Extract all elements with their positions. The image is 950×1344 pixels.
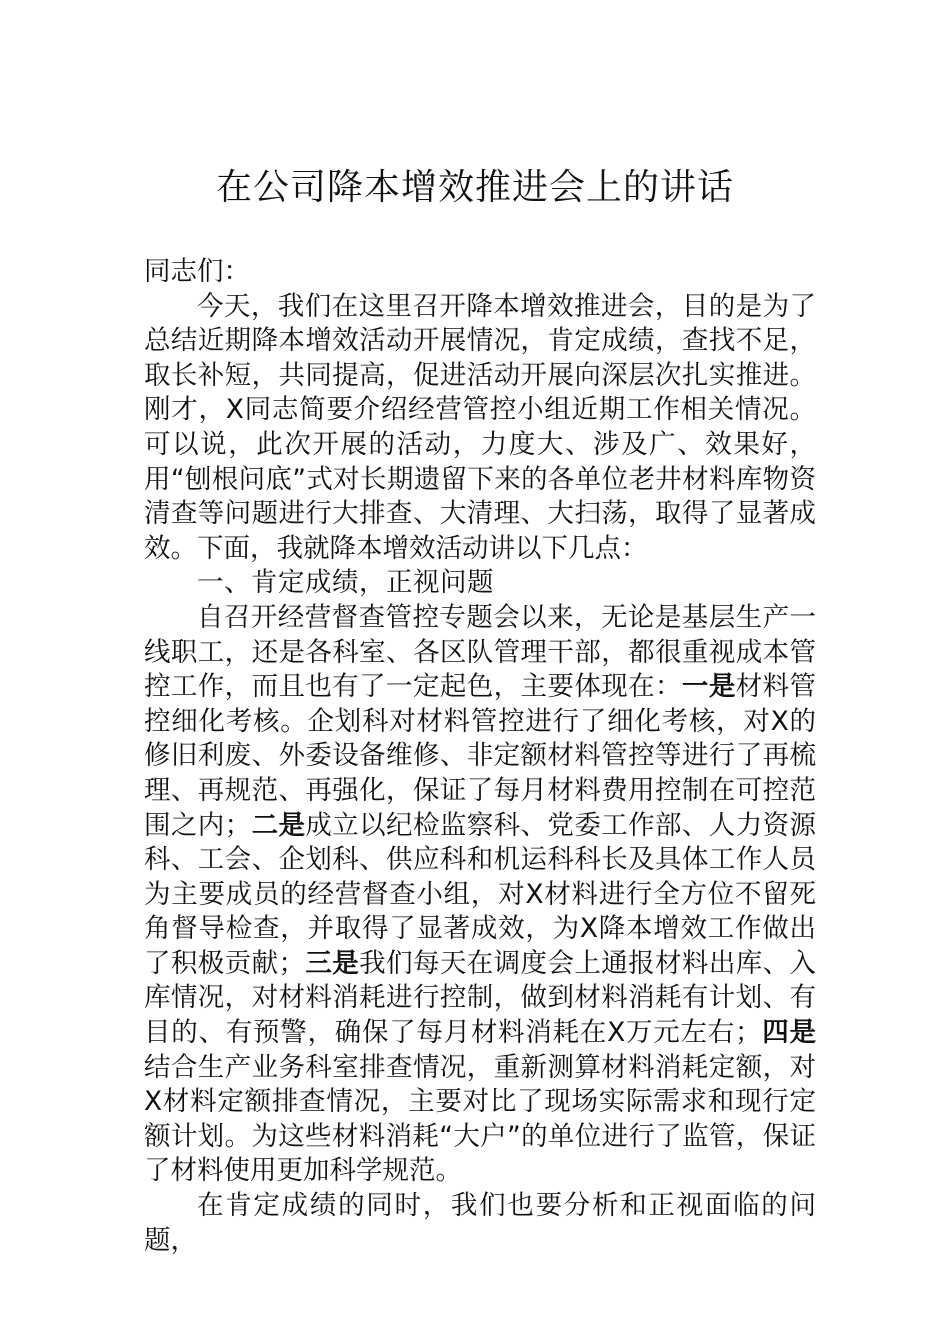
point-marker-3: 三是	[304, 947, 360, 979]
problems-paragraph: 在肯定成绩的同时，我们也要分析和正视面临的问题，	[144, 1190, 816, 1256]
point-marker-2: 二是	[251, 809, 306, 841]
point-marker-4: 四是	[761, 1017, 817, 1049]
paragraph-text: 材料管控细化考核。企划科对材料管控进行了细化考核，对X的修旧利废、外委设备维修、非定额材料管控等进行了再梳理、再规范、再强化，保证了每月材料费用控制在可控范围之内；	[144, 671, 817, 841]
paragraph-text: 自召开经营督查管控专题会以来，无论是基层生产一线职工，还是各科室、各区队管理干部，都很重视成本管控工作，而且也有了一定起色，主要体现在：	[144, 601, 816, 703]
point-marker-1: 一是	[681, 671, 736, 703]
document-body	[144, 255, 816, 1258]
salutation: 同志们：	[144, 256, 250, 287]
section-heading	[144, 566, 816, 601]
document-title: 在公司降本增效推进会上的讲话	[215, 167, 734, 208]
intro-paragraph: 今天，我们在这里召开降本增效推进会，目的是为了总结近期降本增效活动开展情况，肯定成绩，查找不足，取长补短，共同提高，促进活动开展向深层次扎实推进。刚才，X同志简要介绍经营管控小组近期工作相关情况。可以说，此次开展的活动，力度大、涉及广、效果好，用“刨根问底”式对长期遗留下来的各单位老井材料库物资清查等问题进行大排查、大清理、大扫荡，取得了显著成效。下面，我就降本增效活动讲以下几点：	[144, 290, 816, 564]
achievements-paragraph	[144, 601, 816, 1189]
section-heading-text: 一、肯定成绩，正视问题	[197, 567, 494, 599]
paragraph-text: 我们每天在调度会上通报材料出库、入库情况，对材料消耗进行控制，做到材料消耗有计划、有目的、有预警，确保了每月材料消耗在X万元左右；	[144, 947, 817, 1049]
paragraph-text: 结合生产业务科室排查情况，重新测算材料消耗定额，对X材料定额排查情况，主要对比了现场实际需求和现行定额计划。为这些材料消耗“大户”的单位进行了监管，保证了材料使用更加科学规范。	[144, 1051, 816, 1187]
paragraph-text: 成立以纪检监察科、党委工作部、人力资源科、工会、企划科、供应科和机运科科长及具体工作人员为主要成员的经营督查小组，对X材料进行全方位不留死角督导检查，并取得了显著成效，为X降本增效工作做出了积极贡献；	[144, 809, 816, 979]
